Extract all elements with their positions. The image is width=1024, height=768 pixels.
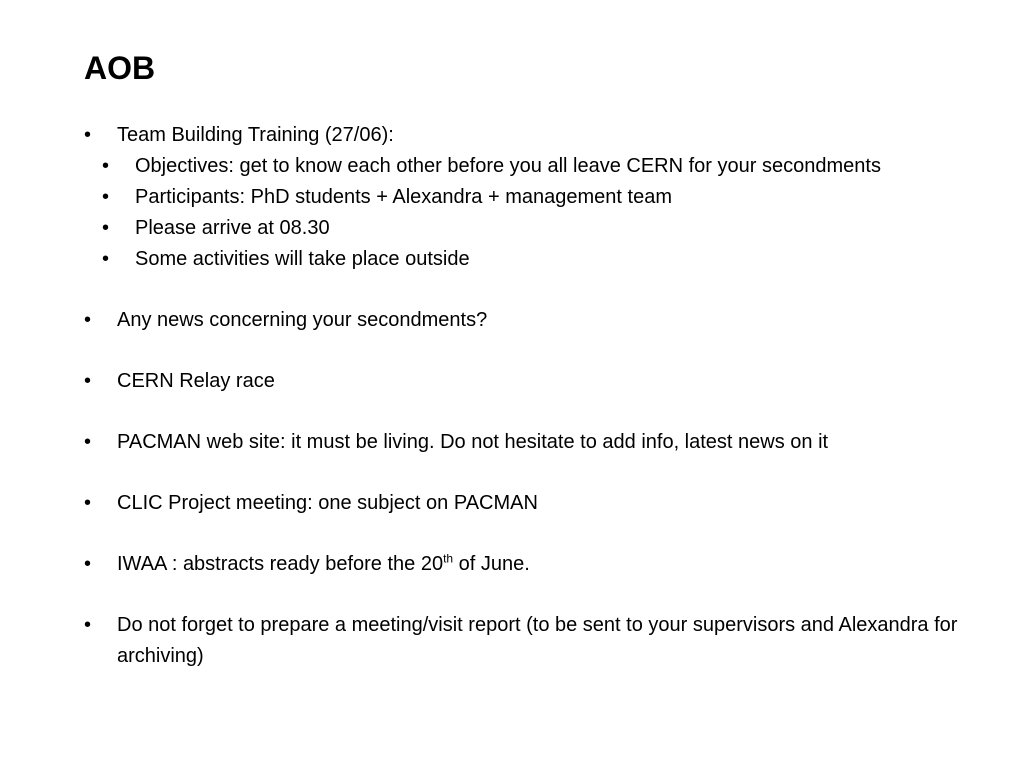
bullet-item-relay-race [84, 366, 974, 397]
bullet-text: CERN Relay race [117, 370, 275, 392]
sub-bullet-text: Please arrive at 08.30 [135, 217, 330, 239]
bullet-glyph: • [102, 217, 110, 239]
bullet-glyph: • [84, 124, 92, 146]
bullet-text: Do not forget to prepare a meeting/visit report (to be sent to your supervisors and Alexandra for archiving) [117, 614, 958, 667]
slide-title: AOB [84, 50, 156, 86]
sub-bullet-item-arrival [102, 213, 900, 244]
sub-bullet-list [102, 151, 974, 275]
sub-bullet-text: Objectives: get to know each other before you all leave CERN for your secondments [135, 155, 881, 177]
bullet-glyph: • [84, 492, 92, 514]
bullet-glyph: • [102, 186, 110, 208]
bullet-glyph: • [102, 248, 110, 270]
bullet-glyph: • [84, 431, 92, 453]
bullet-item-team-building [84, 120, 974, 151]
sub-bullet-item-activities [102, 244, 900, 275]
bullet-glyph: • [84, 553, 92, 575]
bullet-item-clic-meeting [84, 488, 974, 519]
bullet-text: Any news concerning your secondments? [117, 309, 488, 331]
bullet-item-iwaa [84, 549, 974, 580]
bullet-item-web-site [84, 427, 974, 458]
sub-bullet-text: Participants: PhD students + Alexandra + management team [135, 186, 672, 208]
bullet-text-after: of June. [453, 553, 530, 575]
bullet-glyph: • [102, 155, 110, 177]
sub-bullet-item-objectives [102, 151, 900, 182]
bullet-glyph: • [84, 614, 92, 636]
bullet-item-secondment-news [84, 305, 974, 336]
slide-body [84, 120, 974, 672]
bullet-item-report [84, 610, 974, 672]
sub-bullet-item-participants [102, 182, 900, 213]
bullet-text-before: IWAA : abstracts ready before the 20 [117, 553, 444, 575]
bullet-glyph: • [84, 370, 92, 392]
bullet-text: PACMAN web site: it must be living. Do not hesitate to add info, latest news on it [117, 431, 829, 453]
bullet-text: CLIC Project meeting: one subject on PACMAN [117, 492, 538, 514]
superscript: th [443, 551, 454, 566]
bullet-text [117, 553, 530, 575]
bullet-text: Team Building Training (27/06): [117, 124, 394, 146]
bullet-glyph: • [84, 309, 92, 331]
sub-bullet-text: Some activities will take place outside [135, 248, 470, 270]
